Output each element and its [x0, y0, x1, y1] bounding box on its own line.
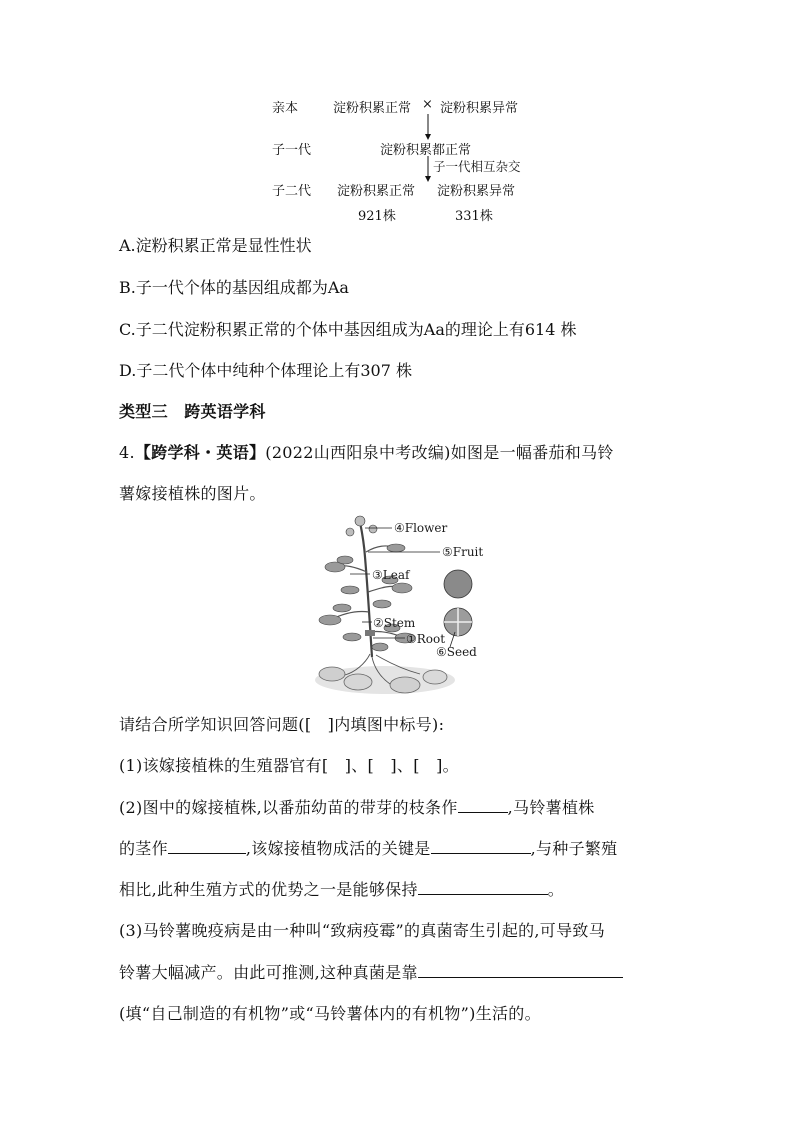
label-stem: ②Stem [373, 616, 416, 630]
graft-joint [365, 630, 375, 636]
parent-abnormal: 淀粉积累异常 [440, 101, 519, 116]
option-a: A.淀粉积累正常是显性性状 [119, 236, 312, 255]
plant-figure [310, 512, 490, 697]
question-stem-1: 如图是一幅番茄和马铃 [450, 443, 614, 462]
sub2-text-7: 。 [547, 880, 565, 899]
sub2-text-4: ,该嫁接植物成活的关键是 [245, 839, 431, 858]
sub-question-2-line3 [119, 877, 564, 900]
parent-normal: 淀粉积累正常 [333, 101, 412, 116]
sub-question-1: (1)该嫁接植株的生殖器官有[ ]、[ ]、[ ]。 [119, 756, 459, 775]
question-source: (2022山西阳泉中考改编) [265, 443, 451, 462]
sub2-text-6: 相比,此种生殖方式的优势之一是能够保持 [119, 880, 418, 899]
f2-label: 子二代 [272, 184, 312, 199]
f2-normal: 淀粉积累正常 [337, 184, 416, 199]
sub2-text-2: ,马铃薯植株 [507, 798, 595, 817]
blank-rootstock[interactable] [168, 839, 246, 854]
option-b: B.子一代个体的基因组成都为Aa [119, 278, 349, 297]
label-seed: ⑥Seed [436, 645, 477, 659]
sub3-text-1: 铃薯大幅减产。由此可推测,这种真菌是靠 [119, 963, 418, 982]
question-number: 4. [119, 443, 135, 462]
f1-phenotype: 淀粉积累都正常 [380, 143, 472, 158]
sub-question-3-line3: (填“自己制造的有机物”或“马铃薯体内的有机物”)生活的。 [119, 1004, 541, 1023]
blank-scion[interactable] [458, 798, 508, 813]
question-4-line1 [119, 440, 614, 463]
f2-abnormal: 淀粉积累异常 [437, 184, 516, 199]
blank-nutrition[interactable] [418, 963, 623, 978]
tuber-3 [390, 677, 420, 693]
grafted-plant-illustration [310, 512, 490, 697]
label-fruit: ⑤Fruit [442, 545, 484, 559]
parent-label: 亲本 [272, 101, 299, 116]
f2-normal-count: 921株 [358, 209, 396, 224]
tuber-1 [319, 667, 345, 681]
sub-question-2-line2 [119, 836, 617, 859]
question-4-line2: 薯嫁接植株的图片。 [119, 484, 266, 503]
sub-question-2-line1 [119, 795, 595, 818]
sub2-text-1: (2)图中的嫁接植株,以番茄幼苗的带芽的枝条作 [119, 798, 458, 817]
sub-question-3-line1: (3)马铃薯晚疫病是由一种叫“致病疫霉”的真菌寄生引起的,可导致马 [119, 921, 606, 940]
label-leaf: ③Leaf [372, 568, 410, 582]
sub2-text-3: 的茎作 [119, 839, 168, 858]
blank-advantage[interactable] [418, 880, 548, 895]
blank-key[interactable] [431, 839, 531, 854]
f2-abnormal-count: 331株 [455, 209, 493, 224]
arrow-down-1 [422, 112, 434, 142]
question-tag: 【跨学科・英语】 [134, 443, 266, 462]
label-root: ①Root [406, 632, 446, 646]
main-stem [360, 522, 372, 657]
option-d: D.子二代个体中纯种个体理论上有307 株 [119, 361, 412, 380]
option-c: C.子二代淀粉积累正常的个体中基因组成为Aa的理论上有614 株 [119, 320, 577, 339]
f1-label: 子一代 [272, 143, 312, 158]
cross-symbol: × [422, 97, 433, 112]
intercross-note: 子一代相互杂交 [433, 159, 521, 174]
sub2-text-5: ,与种子繁殖 [530, 839, 618, 858]
fruit-whole [444, 570, 472, 598]
sub-question-3-line2 [119, 960, 623, 983]
instruction: 请结合所学知识回答问题([ ]内填图中标号): [119, 715, 445, 734]
tuber-4 [423, 670, 447, 684]
tuber-2 [344, 674, 372, 690]
label-flower: ④Flower [394, 521, 448, 535]
section-heading: 类型三 跨英语学科 [119, 402, 266, 421]
